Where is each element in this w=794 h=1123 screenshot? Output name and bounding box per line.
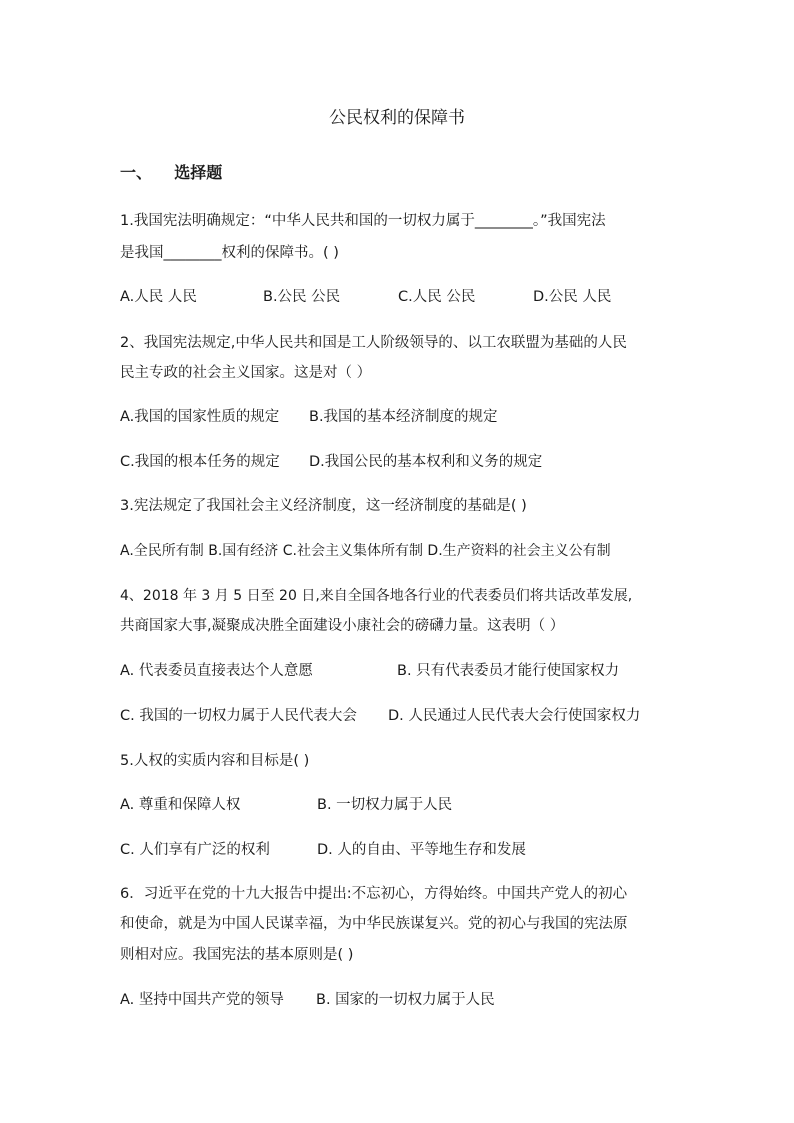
question-6-options-ab — [120, 989, 495, 1011]
question-5-option-c: C. 人们享有广泛的权利 — [120, 842, 270, 858]
question-3-line-1: 3.宪法规定了我国社会主义经济制度，这一经济制度的基础是( ) — [120, 498, 527, 514]
question-1-option-a: A.人民 人民 — [120, 289, 197, 305]
question-2-option-a: A.我国的国家性质的规定 — [120, 409, 280, 425]
question-2-options-ab — [120, 406, 498, 428]
question-4-option-c: C. 我国的一切权力属于人民代表大会 — [120, 708, 357, 724]
question-5-line-1: 5.人权的实质内容和目标是( ) — [120, 753, 310, 769]
question-2-option-d: D.我国公民的基本权利和义务的规定 — [309, 454, 543, 470]
question-5-options-cd — [120, 839, 526, 861]
question-2-line-2: 民主专政的社会主义国家。这是对（ ） — [120, 365, 372, 381]
question-6-line-3: 则相对应。我国宪法的基本原则是( ) — [120, 947, 354, 963]
question-4-option-d: D. 人民通过人民代表大会行使国家权力 — [388, 708, 641, 724]
question-2-line-1: 2、我国宪法规定,中华人民共和国是工人阶级领导的、以工农联盟为基础的人民 — [120, 335, 627, 351]
question-4-option-b: B. 只有代表委员才能行使国家权力 — [397, 663, 620, 679]
question-1-line-2: 是我国________权利的保障书。( ) — [120, 245, 339, 261]
question-2-option-b: B.我国的基本经济制度的规定 — [309, 409, 498, 425]
question-4-option-a: A. 代表委员直接表达个人意愿 — [120, 663, 313, 679]
question-1-line-1: 1.我国宪法明确规定：“中华人民共和国的一切权力属于________。”我国宪法 — [120, 213, 606, 229]
question-4-line-2: 共商国家大事,凝聚成决胜全面建设小康社会的磅礴力量。这表明（ ） — [120, 618, 565, 634]
question-1-option-b: B.公民 公民 — [263, 289, 341, 305]
question-2-options-cd — [120, 451, 542, 473]
question-5-option-a: A. 尊重和保障人权 — [120, 797, 241, 813]
question-3-options: A.全民所有制 B.国有经济 C.社会主义集体所有制 D.生产资料的社会主义公有制 — [120, 543, 611, 559]
question-5-option-d: D. 人的自由、平等地生存和发展 — [317, 842, 526, 858]
document-title: 公民权利的保障书 — [329, 108, 465, 128]
question-1-option-c: C.人民 公民 — [398, 289, 476, 305]
question-6-option-b: B. 国家的一切权力属于人民 — [316, 992, 495, 1008]
question-4-line-1: 4、2018 年 3 月 5 日至 20 日,来自全国各地各行业的代表委员们将共话改革发展, — [120, 588, 633, 604]
question-1-options — [120, 286, 611, 308]
question-2-option-c: C.我国的根本任务的规定 — [120, 454, 280, 470]
question-4-options-ab — [120, 660, 619, 682]
question-4-options-cd — [120, 705, 640, 727]
question-6-option-a: A. 坚持中国共产党的领导 — [120, 992, 284, 1008]
question-5-option-b: B. 一切权力属于人民 — [317, 797, 453, 813]
section-heading: 一、 选择题 — [120, 163, 223, 182]
question-6-line-2: 和使命，就是为中国人民谋幸福，为中华民族谋复兴。党的初心与我国的宪法原 — [120, 916, 628, 932]
question-1-option-d: D.公民 人民 — [533, 289, 612, 305]
question-6-line-1: 6．习近平在党的十九大报告中提出:不忘初心，方得始终。中国共产党人的初心 — [120, 886, 628, 902]
question-5-options-ab — [120, 794, 452, 816]
